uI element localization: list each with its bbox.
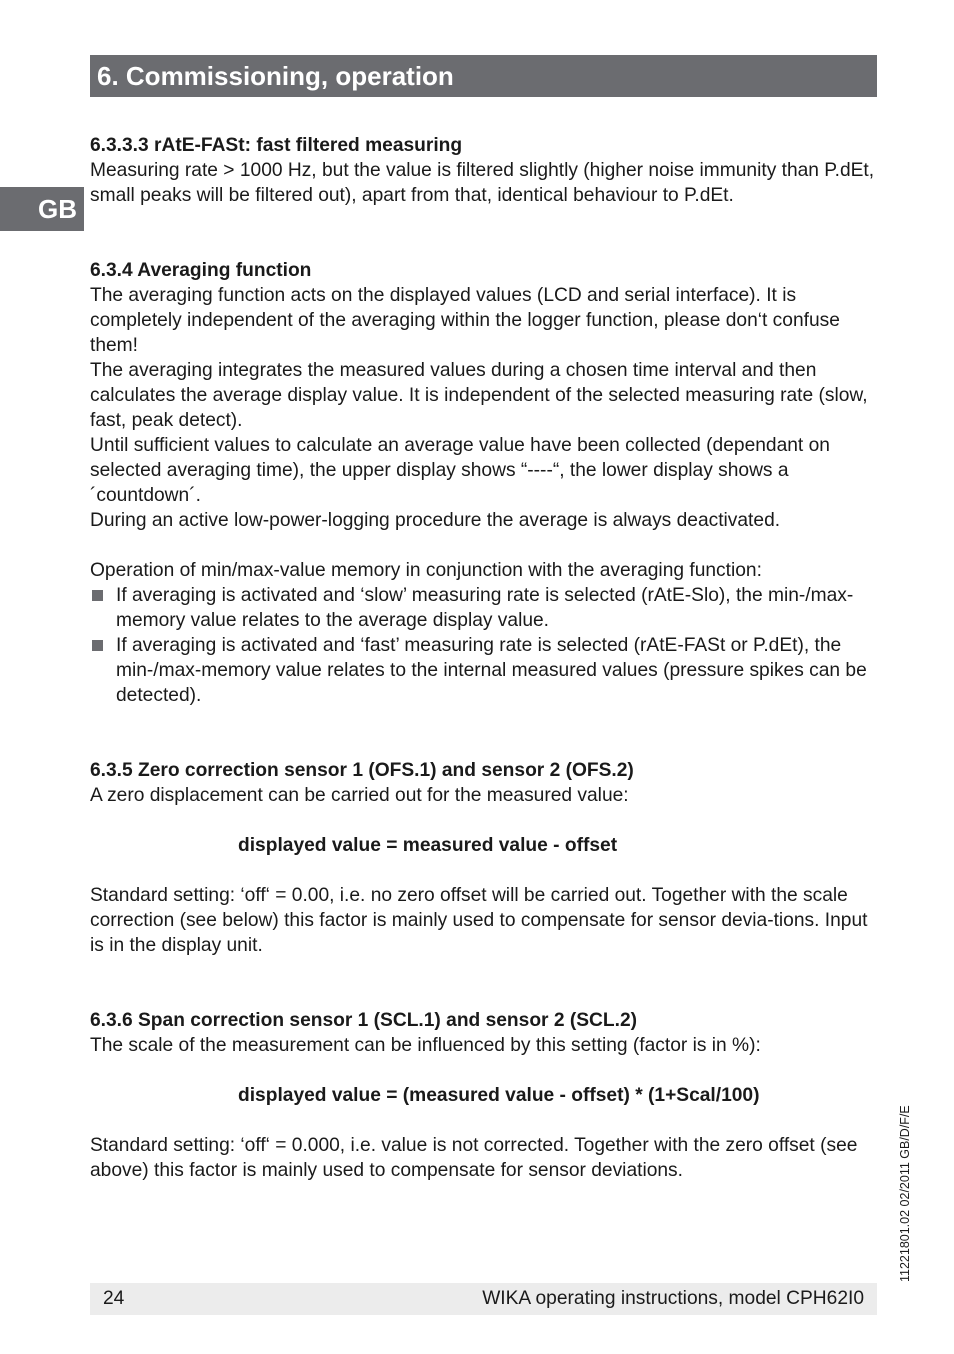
heading-6-3-4: 6.3.4 Averaging function: [90, 260, 312, 281]
paragraph-zero-2: Standard setting: ‘off‘ = 0.00, i.e. no zero offset will be carried out. Together with the scale correction (see below) this factor is mainly used to compensate for sensor devia-tions. Input is in the display unit.: [90, 885, 868, 956]
paragraph-span-2: Standard setting: ‘off‘ = 0.000, i.e. value is not corrected. Together with the zero offset (see above) this factor is mainly used to compensate for sensor deviations.: [90, 1135, 858, 1181]
paragraph-averaging-3: Until sufficient values to calculate an average value have been collected (dependant on selected averaging time), the upper display shows “----“, the lower display shows a ´countdown´.: [90, 435, 830, 506]
paragraph-averaging-4: During an active low-power-logging procedure the average is always deactivated.: [90, 510, 781, 531]
formula-offset: displayed value = measured value - offset: [238, 835, 618, 856]
paragraph-rate-fast: Measuring rate > 1000 Hz, but the value is filtered slightly (higher noise immunity than P.dEt, small peaks will be filtered out), apart from that, identical behaviour to P.dEt.: [90, 160, 875, 206]
paragraph-averaging-5: Operation of min/max-value memory in conjunction with the averaging function:: [90, 560, 762, 581]
list-item-text: If averaging is activated and ‘fast’ measuring rate is selected (rAtE-FASt or P.dEt), the min-/max-memory value relates to the internal measured values (pressure spikes can be detected).: [116, 635, 867, 706]
heading-6-3-3-3: 6.3.3.3 rAtE-FASt: fast filtered measuring: [90, 135, 463, 156]
paragraph-averaging-2: The averaging integrates the measured values during a chosen time interval and then calculates the average display value. It is independent of the selected measuring rate (slow, fast, peak detect).: [90, 360, 868, 431]
bullet-list: [90, 583, 880, 708]
page-content: [90, 133, 880, 1183]
formula-span: displayed value = (measured value - offset) * (1+Scal/100): [238, 1085, 760, 1106]
bullet-square-icon: [92, 640, 103, 651]
language-tab: GB: [0, 187, 84, 231]
document-code: 11221801.02 02/2011 GB/D/F/E: [898, 1105, 912, 1282]
heading-6-3-6: 6.3.6 Span correction sensor 1 (SCL.1) and sensor 2 (SCL.2): [90, 1010, 638, 1031]
page-footer: [90, 1283, 877, 1315]
section-title-bar: [90, 55, 877, 97]
paragraph-span-1: The scale of the measurement can be influenced by this setting (factor is in %):: [90, 1035, 761, 1056]
bullet-square-icon: [92, 590, 103, 601]
paragraph-averaging-1: The averaging function acts on the displayed values (LCD and serial interface). It is completely independent of the averaging within the logger function, please don‘t confuse them!: [90, 285, 840, 356]
section-title: 6. Commissioning, operation: [97, 61, 454, 91]
list-item: [90, 633, 880, 708]
footer-title: WIKA operating instructions, model CPH62I0: [482, 1288, 864, 1309]
page-number: 24: [103, 1288, 125, 1309]
list-item: [90, 583, 880, 633]
paragraph-zero-1: A zero displacement can be carried out for the measured value:: [90, 785, 629, 806]
list-item-text: If averaging is activated and ‘slow’ measuring rate is selected (rAtE-Slo), the min-/max-memory value relates to the average display value.: [116, 585, 854, 631]
heading-6-3-5: 6.3.5 Zero correction sensor 1 (OFS.1) and sensor 2 (OFS.2): [90, 760, 634, 781]
